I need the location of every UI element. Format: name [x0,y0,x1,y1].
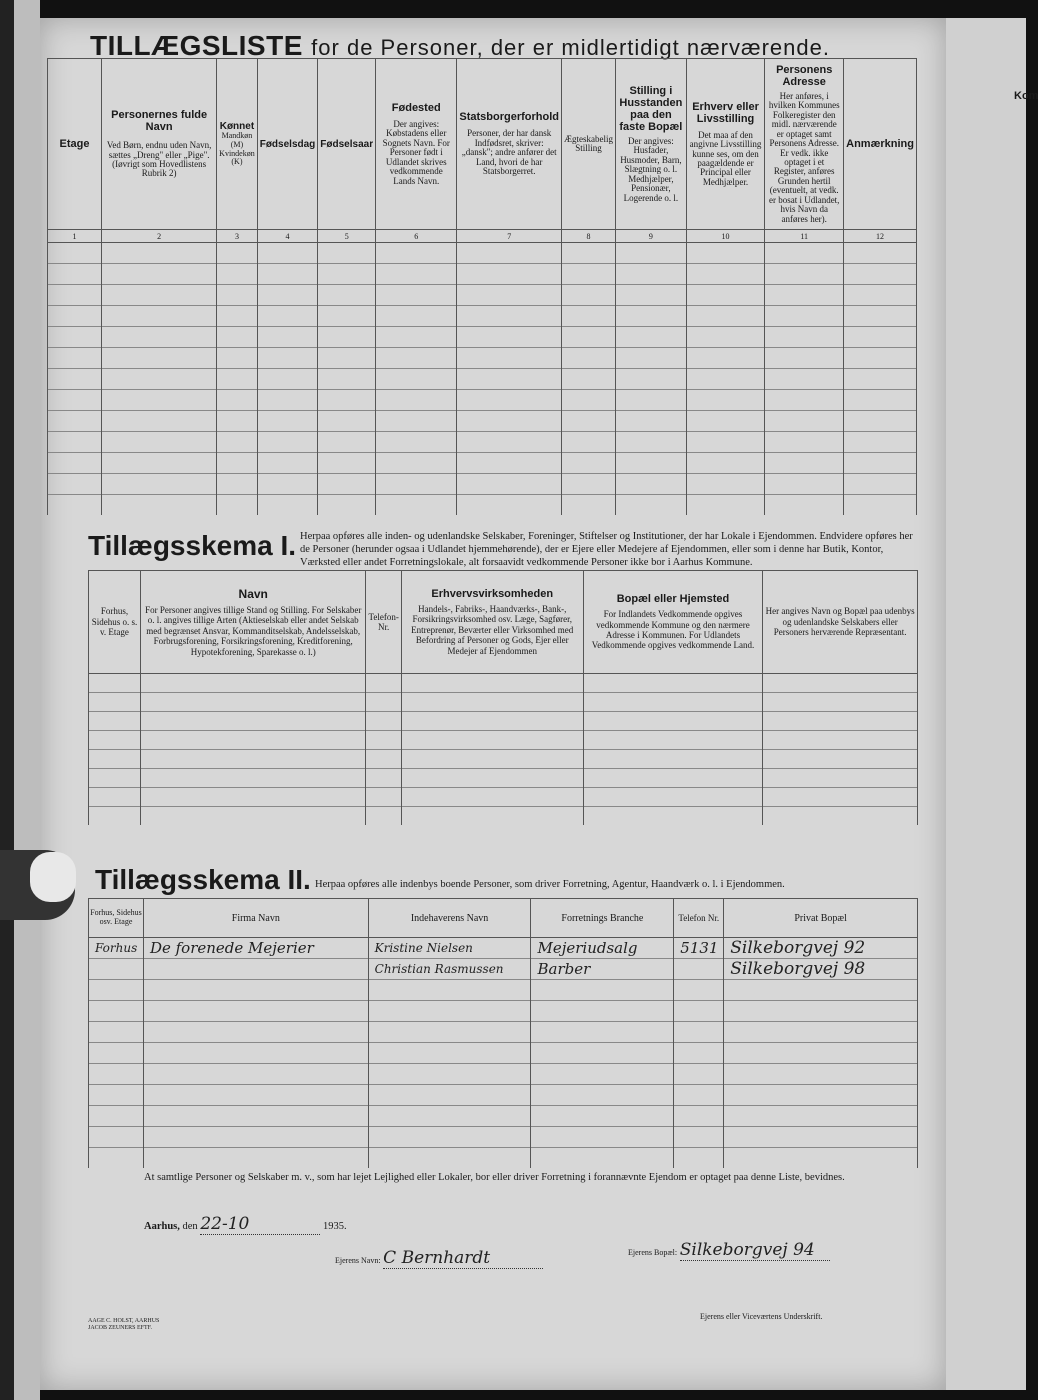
skema1-title: Tillægsskema I. [88,530,297,561]
cell-branche: Barber [537,959,591,978]
next-page-fragment: Kom [1014,90,1038,102]
table-row [89,750,918,769]
s2-col-indehaver: Indehaverens Navn [368,899,531,938]
col-adresse: Personens Adresse Her anføres, i hvilken Kommunes Folkeregister den midl. nærværende er optaget samt Personens Adresse. Er vedk. ikke optaget i et Register, anføres Grunden hertil (eventuelt, at vedk. er bosat i Udlandet, hvis Navn da anføres her). [765,59,844,230]
footer-date-line: Aarhus, den 22-10 1935. [144,1214,347,1234]
table-row [48,243,917,264]
skema1-intro: Herpaa opføres alle inden- og udenlandske Selskaber, Foreninger, Stiftelser og Institutioner, der har Lokale i Ejendommen. Endvidere opføres her de Personer (herunder ogsaa i Udlandet hjemmehørende), der er Ejere eller Medejere af Ejendommen, eller som i denne har Butik, Kontor, Værksted eller andet Forretningslokale, alt forsaavidt vedkommende Personer ikke bor i Aarhus Kommune. [300,531,913,569]
table-row [89,938,918,959]
cell-indehaver: Christian Rasmussen [374,962,504,976]
skema2-intro: Herpaa opføres alle indenbys boende Personer, som driver Forretning, Agentur, Haandværk o. l. i Ejendommen. [315,879,785,890]
skema1-table [88,570,918,825]
skema2-title: Tillægsskema II. [95,864,311,895]
s2-col-firma: Firma Navn [143,899,368,938]
table-row [48,474,917,495]
s2-col-telefon: Telefon Nr. [674,899,724,938]
table-row [89,807,918,826]
table-row [89,1148,918,1169]
s1-col-navn: Navn For Personer angives tillige Stand og Stilling. For Selskaber o. l. angives tillige Arten (Aktieselskab eller andet Selskab med begrænset Ansvar, Kommanditselskab, Andelsselskab, Forbrugsforening, Forsikringsforening, Kreditforening, Hypotekforening, Sparekasse o. l.) [140,571,366,674]
cell-branche: Mejeriudsalg [537,938,638,957]
s2-col-branche: Forretnings Branche [531,899,674,938]
printer-imprint: AAGE C. HOLST, AARHUS JACOB ZEUNERS EFTF. [88,1318,160,1332]
col-aegteskab: Ægteskabelig Stilling [562,59,616,230]
table-row [48,411,917,432]
table-row [89,674,918,693]
table-row [48,348,917,369]
cell-telefon: 5131 [680,938,719,957]
table-row [89,959,918,980]
owner-name: C Bernhardt [383,1248,491,1268]
table-row [89,1127,918,1148]
s1-col-telefon: Telefon-Nr. [366,571,401,674]
table-row [89,769,918,788]
col-koen: Kønnet Mandkøn (M) Kvindekøn (K) [217,59,258,230]
cell-etage [89,962,95,976]
s1-col-etage: Forhus, Sidehus o. s. v. Etage [89,571,141,674]
table-row [89,1085,918,1106]
owner-name-line: Ejerens Navn: C Bernhardt [335,1248,543,1269]
col-foedselsaar: Fødselsaar [318,59,376,230]
s1-col-bopael: Bopæl eller Hjemsted For Indlandets Vedkommende opgives vedkommende Kommune og den nærmere Adresse i Kommunen. For Udlandets Vedkommende opgives vedkommende Land. [583,571,763,674]
footer-statement: At samtlige Personer og Selskaber m. v., som har lejet Lejlighed eller Lokaler, bor eller driver Forretning i forannævnte Ejendom er optaget paa denne Liste, bevidnes. [144,1172,845,1183]
table-row [89,1043,918,1064]
table-row [89,1022,918,1043]
signature-label: Ejerens eller Viceværtens Underskrift. [700,1312,823,1321]
page-title: TILLÆGSLISTE for de Personer, der er midlertidigt nærværende. [90,30,830,61]
col-erhverv: Erhverv eller Livsstilling Det maa af den angivne Livsstilling kunne ses, om den paagældende er Principal eller Medhjælper. [686,59,765,230]
cell-indehaver: Kristine Nielsen [374,941,473,955]
col-stilling: Stilling i Husstanden paa den faste Bopæl Der angives: Husfader, Husmoder, Barn, Slægtning o. l. Medhjælper, Pensionær, Logerende o. l. [616,59,687,230]
col-foedselsdag: Fødselsdag [257,59,318,230]
cell-bopael: Silkeborgvej 98 [730,959,866,979]
table-row [89,1001,918,1022]
table-row [48,369,917,390]
col-anmaerkning: Anmærkning [844,59,917,230]
table-row [48,285,917,306]
cell-telefon [674,960,680,978]
table-row [89,693,918,712]
owner-addr-line: Ejerens Bopæl: Silkeborgvej 94 [628,1240,830,1261]
table-row [89,1064,918,1085]
col-etage: Etage [48,59,102,230]
col-statsborger: Statsborgerforhold Personer, der har dansk Indfødsret, skriver: „dansk"; andre anfører det Land, hvori de har Statsborgerret. [457,59,562,230]
table-row [48,306,917,327]
col-navn: Personernes fulde Navn Ved Børn, endnu uden Navn, sættes „Dreng" eller „Pige". (Iøvrigt som Hovedlistens Rubrik 2) [102,59,217,230]
cell-firma [144,960,150,978]
cell-firma: De forenede Mejerier [149,938,314,957]
table-row [48,495,917,516]
table-row [89,980,918,1001]
table-row [48,432,917,453]
col-foedested: Fødested Der angives: Købstadens eller Sognets Navn. For Personer født i Udlandet skrives vedkommende Lands Navn. [376,59,457,230]
table-row [89,712,918,731]
table-row [48,264,917,285]
table-row [89,788,918,807]
owner-address: Silkeborgvej 94 [679,1240,815,1260]
footer-date: 22-10 [200,1214,250,1234]
s2-col-etage: Forhus, Sidehus osv. Etage [89,899,144,938]
table-row [89,1106,918,1127]
table-row [89,731,918,750]
next-page-edge [946,18,1038,1390]
table-row [48,390,917,411]
skema2-table [88,898,918,1168]
tillaegsliste-table: Etage Personernes fulde Navn Ved Børn, endnu uden Navn, sættes „Dreng" eller „Pige". (Iøvrigt som Hovedlistens Rubrik 2) Kønnet Mandkøn (M) Kvindekøn (K) Fødselsdag Fødselsaar Fødested Der angives: Købstadens eller Sognets Navn. For Personer født i Udlandet skrives vedkommende Lands Navn. Statsborgerforhold Personer, der har dansk Indfødsret, skriver: „dansk"; andre anfører det Land, hvori de har Statsborgerret. Ægteskabelig Stilling Stilling i Husstanden paa den faste Bopæl Der angives: Husfader, Husmoder, Barn, Slægtning o. l. Medhjælper, Pensionær, Logerende o. l. Erhverv eller Livsstilling Det maa af den angivne Livsstilling kunne ses, om den paagældende er Principal eller Medhjælper. Personens Adresse Her anføres, i hvilken Kommunes Folkeregister den midl. nærværende er optaget samt Personens Adresse. Er vedk. ikke optaget i et Register, anføres Grunden hertil (eventuelt, at vedk. er bosat i Udlandet, hvis Navn da anføres her). Anmærkning 1 2 3 4 5 6 7 8 9 10 11 12 [47,58,917,515]
s2-col-bopael: Privat Bopæl [724,899,918,938]
table-row [48,327,917,348]
table-row [48,453,917,474]
cell-etage: Forhus [95,941,138,955]
cell-bopael: Silkeborgvej 92 [730,938,866,958]
s1-col-erhverv: Erhvervsvirksomheden Handels-, Fabriks-, Haandværks-, Bank-, Forsikringsvirksomhed osv. Læge, Sagfører, Entreprenør, Beværter eller Virksomhed med Befordring af Personer og Gods, Ejer eller Medejer af Ejendommen [401,571,583,674]
s1-col-repr: Her angives Navn og Bopæl paa udenbys og udenlandske Selskabers eller Personers herværende Repræsentant. [763,571,918,674]
